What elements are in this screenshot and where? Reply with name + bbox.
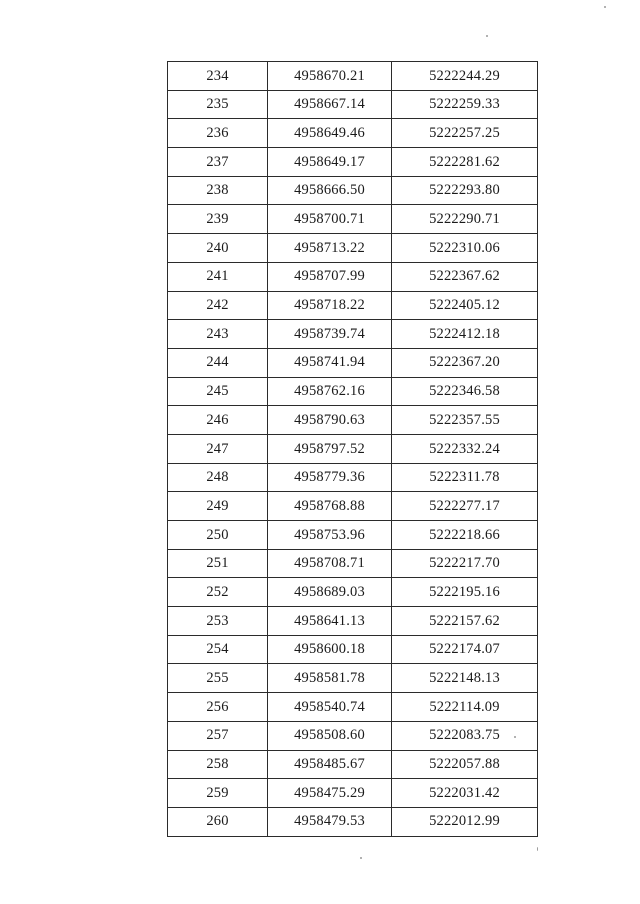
x-coordinate-cell: 4958707.99 [268,262,392,291]
x-coordinate-cell: 4958739.74 [268,320,392,349]
point-number-cell: 245 [168,377,268,406]
x-coordinate-cell: 4958475.29 [268,779,392,808]
y-coordinate-cell: 5222367.62 [392,262,538,291]
point-number-cell: 251 [168,549,268,578]
table-row [168,492,538,521]
point-number-cell: 255 [168,664,268,693]
x-coordinate-cell: 4958485.67 [268,750,392,779]
x-coordinate-cell: 4958713.22 [268,234,392,263]
x-coordinate-cell: 4958649.46 [268,119,392,148]
point-number-cell: 258 [168,750,268,779]
x-coordinate-cell: 4958779.36 [268,463,392,492]
table-row [168,262,538,291]
table-row [168,205,538,234]
x-coordinate-cell: 4958753.96 [268,521,392,550]
table-row [168,320,538,349]
x-coordinate-cell: 4958600.18 [268,635,392,664]
point-number-cell: 248 [168,463,268,492]
y-coordinate-cell: 5222281.62 [392,148,538,177]
table-row [168,607,538,636]
table-row [168,348,538,377]
scan-speck [360,857,362,859]
table-row [168,434,538,463]
y-coordinate-cell: 5222217.70 [392,549,538,578]
x-coordinate-cell: 4958666.50 [268,176,392,205]
y-coordinate-cell: 5222346.58 [392,377,538,406]
y-coordinate-cell: 5222174.07 [392,635,538,664]
scan-speck [486,35,488,37]
y-coordinate-cell: 5222293.80 [392,176,538,205]
point-number-cell: 256 [168,693,268,722]
point-number-cell: 241 [168,262,268,291]
table-row [168,148,538,177]
point-number-cell: 244 [168,348,268,377]
table-row [168,521,538,550]
table-row [168,119,538,148]
point-number-cell: 243 [168,320,268,349]
y-coordinate-cell: 5222357.55 [392,406,538,435]
table-row [168,234,538,263]
x-coordinate-cell: 4958790.63 [268,406,392,435]
point-number-cell: 235 [168,90,268,119]
x-coordinate-cell: 4958741.94 [268,348,392,377]
table-row [168,90,538,119]
y-coordinate-cell: 5222367.20 [392,348,538,377]
point-number-cell: 240 [168,234,268,263]
y-coordinate-cell: 5222148.13 [392,664,538,693]
coordinates-table-body [168,62,538,837]
y-coordinate-cell: 5222405.12 [392,291,538,320]
table-row [168,635,538,664]
x-coordinate-cell: 4958762.16 [268,377,392,406]
point-number-cell: 238 [168,176,268,205]
point-number-cell: 237 [168,148,268,177]
table-row [168,549,538,578]
x-coordinate-cell: 4958667.14 [268,90,392,119]
point-number-cell: 260 [168,807,268,836]
table-row [168,750,538,779]
point-number-cell: 247 [168,434,268,463]
point-number-cell: 234 [168,62,268,91]
y-coordinate-cell: 5222031.42 [392,779,538,808]
x-coordinate-cell: 4958508.60 [268,721,392,750]
table-row [168,291,538,320]
point-number-cell: 236 [168,119,268,148]
table-row [168,779,538,808]
y-coordinate-cell: 5222257.25 [392,119,538,148]
x-coordinate-cell: 4958797.52 [268,434,392,463]
x-coordinate-cell: 4958718.22 [268,291,392,320]
point-number-cell: 253 [168,607,268,636]
scan-speck [514,736,516,738]
x-coordinate-cell: 4958689.03 [268,578,392,607]
table-row [168,578,538,607]
table-row [168,62,538,91]
table-row [168,377,538,406]
scan-speck [537,847,538,851]
table-row [168,664,538,693]
point-number-cell: 242 [168,291,268,320]
table-row [168,693,538,722]
y-coordinate-cell: 5222083.75 [392,721,538,750]
y-coordinate-cell: 5222218.66 [392,521,538,550]
coordinates-table [167,61,538,837]
x-coordinate-cell: 4958479.53 [268,807,392,836]
x-coordinate-cell: 4958708.71 [268,549,392,578]
y-coordinate-cell: 5222290.71 [392,205,538,234]
x-coordinate-cell: 4958649.17 [268,148,392,177]
point-number-cell: 252 [168,578,268,607]
x-coordinate-cell: 4958670.21 [268,62,392,91]
point-number-cell: 250 [168,521,268,550]
y-coordinate-cell: 5222310.06 [392,234,538,263]
y-coordinate-cell: 5222012.99 [392,807,538,836]
point-number-cell: 257 [168,721,268,750]
point-number-cell: 249 [168,492,268,521]
y-coordinate-cell: 5222114.09 [392,693,538,722]
x-coordinate-cell: 4958700.71 [268,205,392,234]
x-coordinate-cell: 4958540.74 [268,693,392,722]
point-number-cell: 259 [168,779,268,808]
x-coordinate-cell: 4958581.78 [268,664,392,693]
y-coordinate-cell: 5222311.78 [392,463,538,492]
y-coordinate-cell: 5222057.88 [392,750,538,779]
y-coordinate-cell: 5222332.24 [392,434,538,463]
table-row [168,721,538,750]
y-coordinate-cell: 5222259.33 [392,90,538,119]
y-coordinate-cell: 5222277.17 [392,492,538,521]
table-row [168,406,538,435]
point-number-cell: 246 [168,406,268,435]
scan-speck [604,6,606,8]
table-row [168,807,538,836]
y-coordinate-cell: 5222195.16 [392,578,538,607]
y-coordinate-cell: 5222157.62 [392,607,538,636]
table-row [168,176,538,205]
x-coordinate-cell: 4958768.88 [268,492,392,521]
y-coordinate-cell: 5222412.18 [392,320,538,349]
point-number-cell: 254 [168,635,268,664]
table-row [168,463,538,492]
point-number-cell: 239 [168,205,268,234]
y-coordinate-cell: 5222244.29 [392,62,538,91]
x-coordinate-cell: 4958641.13 [268,607,392,636]
